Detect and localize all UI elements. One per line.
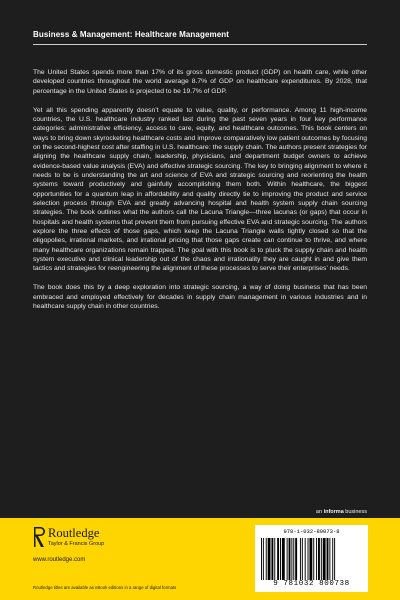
barcode-bar [309, 538, 312, 580]
barcode-bar [263, 538, 264, 580]
barcode-bar [280, 538, 281, 580]
barcode-bar [289, 538, 291, 580]
paragraph-2: Yet all this spending apparently doesn’t equate to value, quality, or performance. Among 11 high-income countries, the U.S. healthcare industry ranked last during the past seven years in four key performance categories: administrative efficiency, access to care, equity, and healthcare outcomes. This book centers on ways to bring down skyrocketing healthcare costs and improve comparatively low patient outcomes by focusing on the second-highest cost after staffing in U.S. healthcare: the supply chain. The authors present strategies for aligning the healthcare supply chain, leadership, physicians, and department budget owners to achieve evidence-based value analysis (EVA) and effective strategic sourcing. The key to bringing alignment to where it needs to be is understanding the art and science of EVA and strategic sourcing and reorienting the health systems toward productively and gainfully accomplishing them both. Within healthcare, the biggest opportunities for a quantum leap in affordability and quality directly tie to improving the product and service selection process through EVA and greatly advancing hospital and health system supply chain sourcing strategies. The book outlines what the authors call the Lacuna Triangle—three lacunas (or gaps) that occur in hospitals and health systems that prevent them from pursuing effective EVA and strategic sourcing. The authors explore the three effects of those gaps, which keep the Lacuna Triangle walls tightly closed so that the oligopolies, irrational markets, and irrational pricing that those gaps create can continue to thrive, and where many healthcare organizations remain trapped. The goal with this book is to pluck the supply chain and health system executive and clinical leadership out of the chaos and irrationality they are caught in and give them tactics and strategies for reengineering the alignment of these processes to serve their enterprises’ needs. [33, 106, 367, 273]
barcode-bar [302, 538, 303, 580]
ean-number: 9 781032 800738 [273, 580, 350, 588]
barcode-bar [261, 538, 262, 580]
isbn-number: 978-1-032-80073-8 [283, 528, 340, 535]
publisher-name: Routledge [48, 526, 100, 540]
publisher-website: www.routledge.com [33, 557, 86, 563]
barcode-bar [271, 538, 273, 580]
barcode-bar [327, 538, 329, 580]
publisher-subtitle: Taylor & Francis Group [48, 541, 105, 547]
barcode-bar [308, 538, 309, 580]
barcode-bar [318, 538, 320, 580]
imprint-prefix: an [315, 509, 324, 515]
barcode-bar [323, 538, 326, 580]
barcode-bar [282, 538, 285, 580]
barcode-bar [316, 538, 317, 580]
back-cover-description [33, 68, 367, 321]
barcode-bar [277, 538, 279, 580]
routledge-r-logo-icon [33, 527, 45, 549]
imprint-brand: informa [323, 509, 344, 515]
barcode-bar [287, 538, 288, 580]
barcode-bar [268, 538, 271, 580]
isbn-barcode [255, 525, 368, 592]
ebook-note: Routledge titles are available as eBook editions in a range of digital formats [33, 585, 177, 590]
paragraph-3: The book does this by a deep exploration into strategic sourcing, a way of doing business that has been embraced and employed effectively for decades in supply chain management in various industries and in healthcare supply chain in other countries. [33, 284, 367, 310]
barcode-bar [293, 538, 294, 580]
header-divider [33, 44, 367, 45]
barcode-bar [291, 538, 292, 580]
barcode-bar [300, 538, 301, 580]
barcode-bar [295, 538, 297, 580]
barcode-bar [332, 538, 333, 580]
barcode-bars [261, 538, 362, 580]
barcode-bar [313, 538, 314, 580]
category-label: Business & Management: Healthcare Management [33, 30, 230, 39]
barcode-bar [266, 538, 267, 580]
paragraph-1: The United States spends more than 17% of its gross domestic product (GDP) on health care, while other developed countries throughout the world average 8.7% of GDP on healthcare expenditures. By 2028, that percentage in the United States is projected to be 19.7% of GDP. [33, 69, 367, 95]
imprint-suffix: business [343, 509, 367, 515]
publisher-footer [0, 518, 400, 600]
barcode-bar [329, 538, 330, 580]
barcode-bar [334, 538, 335, 580]
barcode-bar [321, 538, 322, 580]
barcode-bar [274, 538, 275, 580]
informa-imprint [316, 509, 367, 515]
barcode-bar [305, 538, 306, 580]
